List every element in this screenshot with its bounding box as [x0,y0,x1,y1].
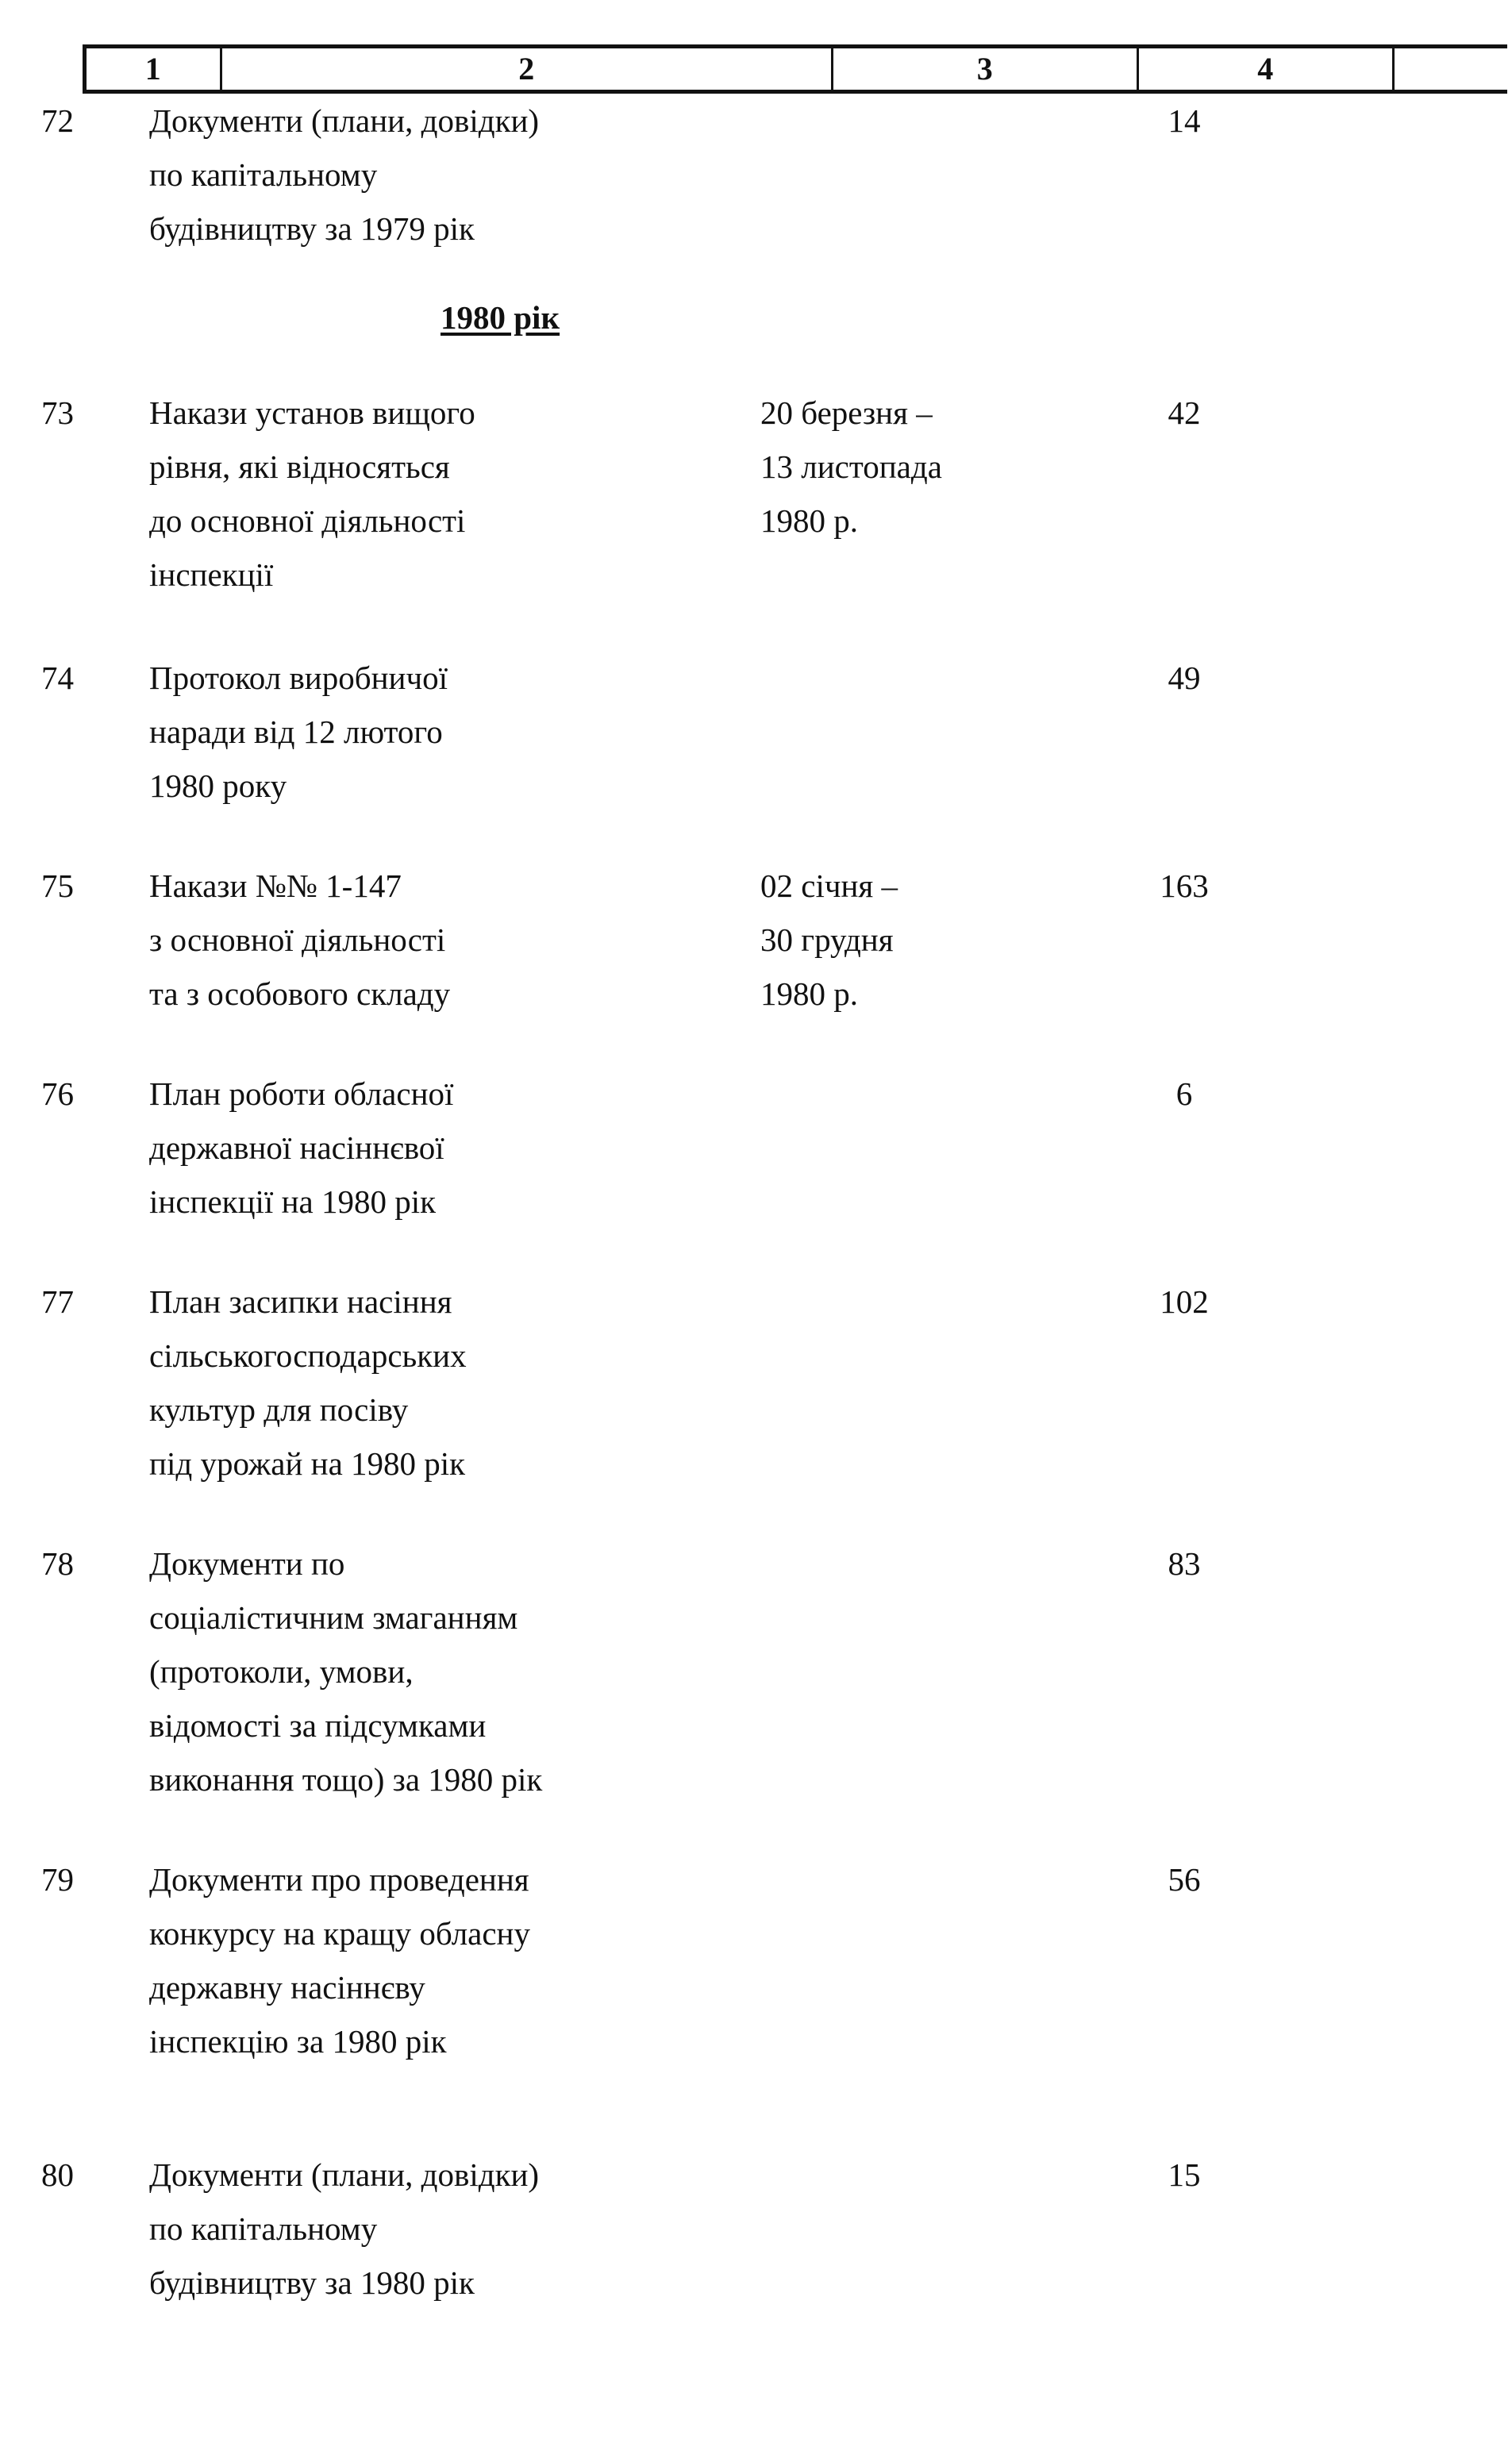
entry-title-line: інспекцію за 1980 рік [149,2023,447,2060]
vertical-spacer [0,1491,1512,1537]
column-number-cell-5 [1395,48,1507,90]
entry-sheet-count: 102 [1160,1283,1209,1320]
column-number-cell-4: 4 [1139,48,1395,90]
table-row [0,1275,1512,1491]
entry-number: 77 [41,1283,74,1320]
entry-date-line: 30 грудня [760,921,894,958]
inventory-entry-list [0,94,1512,2310]
entry-title [140,386,751,602]
entry-title-line: державну насіннєву [149,1969,425,2006]
entry-number: 80 [41,2156,74,2193]
entry-title-line: державної насіннєвої [149,1129,444,1166]
table-row [0,1537,1512,1806]
entry-title-line: будівництву за 1979 рік [149,210,475,247]
table-row [0,859,1512,1021]
entry-title-line: та з особового складу [149,975,451,1012]
vertical-spacer [0,813,1512,859]
entry-title-line: Документи (плани, довідки) [149,2156,540,2193]
vertical-spacer [0,602,1512,651]
entry-number: 73 [41,394,74,431]
entry-title-line: під урожай на 1980 рік [149,1445,466,1482]
entry-sheet-count: 163 [1160,867,1209,904]
table-row [0,386,1512,602]
entry-title [140,1537,751,1806]
entry-title-line: Накази №№ 1-147 [149,867,402,904]
entry-title-line: Документи про проведення [149,1861,529,1898]
entry-number: 76 [41,1075,74,1112]
entry-title-line: 1980 року [149,767,287,804]
entry-title-line: по капітальному [149,156,378,193]
table-row [0,1852,1512,2068]
entry-number: 75 [41,867,74,904]
entry-title-line: наради від 12 лютого [149,714,443,750]
entry-title-line: План роботи обласної [149,1075,454,1112]
entry-sheet-count: 83 [1168,1545,1201,1582]
entry-title [140,94,751,256]
entry-number: 74 [41,660,74,696]
column-number-cell-1: 1 [83,48,222,90]
entry-date-range [751,386,1056,548]
entry-title-line: (протоколи, умови, [149,1653,414,1690]
vertical-spacer [0,1229,1512,1275]
table-row [0,651,1512,813]
column-number-cell-3: 3 [833,48,1139,90]
entry-sheet-count: 6 [1175,1075,1193,1112]
entry-sheet-count: 15 [1168,2156,1201,2193]
entry-title-line: відомості за підсумками [149,1707,487,1744]
entry-date-line: 02 січня – [760,867,898,904]
entry-title-line: Накази установ вищого [149,394,475,431]
entry-title-line: по капітальному [149,2210,378,2247]
section-heading-text: 1980 рік [441,299,560,336]
entry-date-line: 1980 р. [760,502,858,539]
entry-title-line: конкурсу на кращу обласну [149,1915,530,1952]
entry-title [140,859,751,1021]
entry-title [140,1852,751,2068]
vertical-spacer [0,1806,1512,1852]
vertical-spacer [0,2068,1512,2148]
entry-number: 79 [41,1861,74,1898]
entry-sheet-count: 56 [1168,1861,1201,1898]
entry-title-line: з основної діяльності [149,921,446,958]
table-row [0,94,1512,256]
entry-date-line: 20 березня – [760,394,933,431]
entry-title-line: План засипки насіння [149,1283,452,1320]
entry-title [140,1067,751,1229]
vertical-spacer [0,1021,1512,1067]
entry-title-line: Документи (плани, довідки) [149,102,540,139]
vertical-spacer [0,344,1512,386]
entry-title-line: Документи по [149,1545,345,1582]
vertical-spacer [0,256,1512,290]
entry-title [140,2148,751,2310]
column-number-cell-2: 2 [222,48,833,90]
table-row [0,1067,1512,1229]
entry-date-line: 13 листопада [760,448,942,485]
entry-title-line: виконання тощо) за 1980 рік [149,1761,543,1798]
entry-title [140,651,751,813]
entry-title-line: інспекції [149,556,274,593]
entry-title-line: соціалістичним змаганням [149,1599,518,1636]
entry-sheet-count: 42 [1168,394,1201,431]
table-row [0,2148,1512,2310]
column-number-header-row [83,44,1507,94]
entry-title-line: Протокол виробничої [149,660,448,696]
section-heading [0,290,1512,344]
entry-title [140,1275,751,1491]
entry-title-line: будівництву за 1980 рік [149,2264,475,2301]
entry-sheet-count: 49 [1168,660,1201,696]
entry-title-line: рівня, які відносяться [149,448,450,485]
entry-title-line: сільськогосподарських [149,1337,467,1374]
entry-title-line: інспекції на 1980 рік [149,1183,437,1220]
entry-title-line: до основної діяльності [149,502,466,539]
entry-title-line: культур для посіву [149,1391,409,1428]
entry-number: 78 [41,1545,74,1582]
entry-date-range [751,859,1056,1021]
entry-sheet-count: 14 [1168,102,1201,139]
entry-number: 72 [41,102,74,139]
entry-date-line: 1980 р. [760,975,858,1012]
